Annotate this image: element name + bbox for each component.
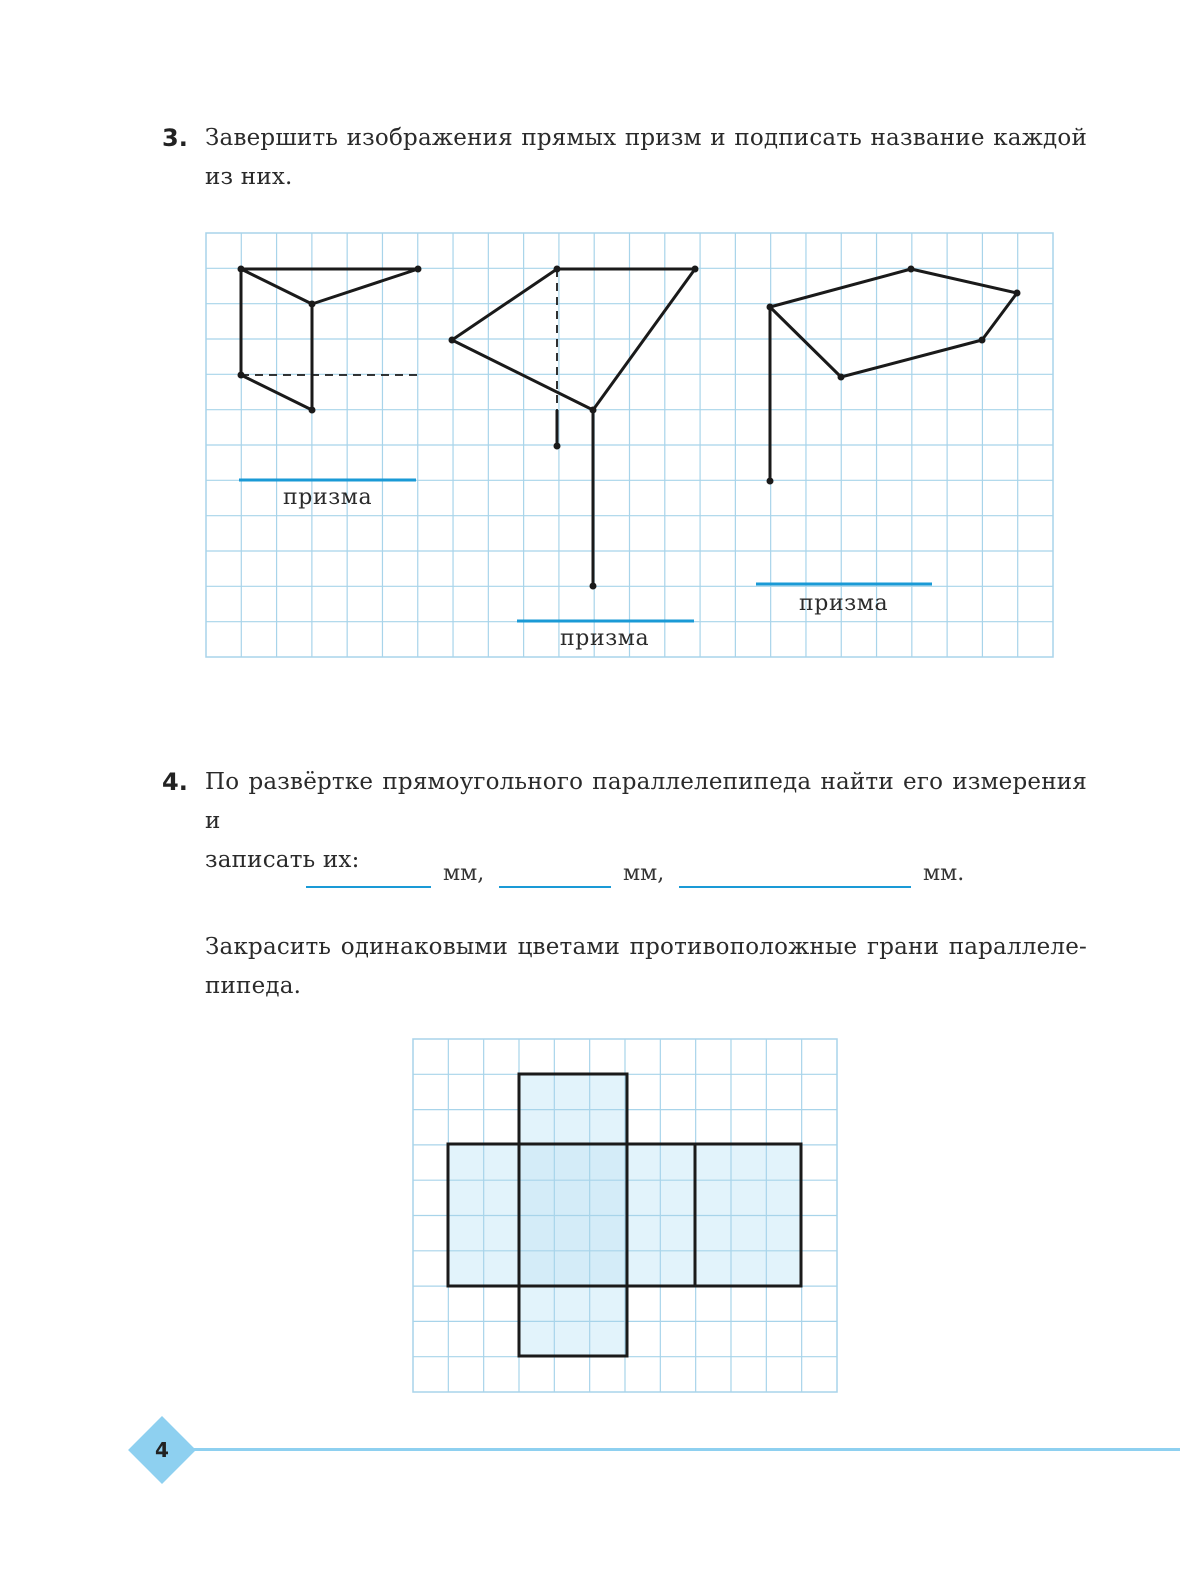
task-4-text-line-1: По развёртке прямоугольного параллелепипеда найти его измерения и: [205, 769, 1087, 834]
task-4-instruction-line-1: Закрасить одинаковыми цветами противоположные грани параллеле-: [205, 934, 1087, 960]
page-number: 4: [155, 1438, 169, 1462]
task-3-number: 3.: [162, 124, 188, 152]
prism-2-label: призма: [560, 626, 650, 651]
task-4-instruction-line-2: пипеда.: [205, 973, 302, 999]
prism-3-label: призма: [799, 591, 889, 616]
page-number-badge: [128, 1416, 196, 1484]
dimension-blank-2[interactable]: [499, 886, 611, 888]
grid-lines-task-4: [413, 1039, 837, 1392]
task-3-text-line-2: из них.: [205, 164, 293, 190]
dimension-unit-3: мм.: [923, 861, 965, 886]
dimension-unit-1: мм,: [443, 861, 485, 886]
prism-1-label: призма: [283, 485, 373, 510]
task-4-instruction: [205, 928, 1087, 1006]
dimension-unit-2: мм,: [623, 861, 665, 886]
task-3-text-line-1: Завершить изображения прямых призм и подписать название каждой: [205, 125, 1087, 151]
task-4-text-line-2: записать их:: [205, 847, 360, 873]
task-4-number: 4.: [162, 768, 188, 796]
dimension-blank-3[interactable]: [679, 886, 911, 888]
prism-3-pentagonal: [770, 269, 1017, 481]
dimension-blank-1[interactable]: [306, 886, 431, 888]
page-footer-rule: [190, 1448, 1180, 1451]
